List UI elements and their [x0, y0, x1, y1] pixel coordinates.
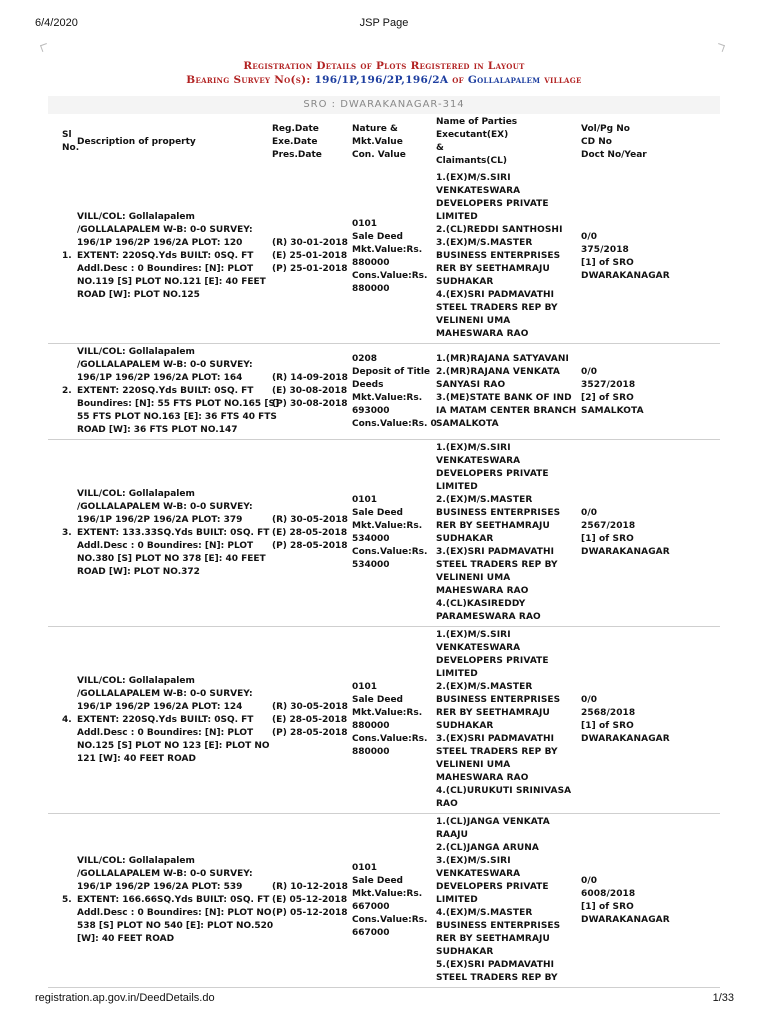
cell-parties-line: LIMITED [436, 895, 478, 905]
cell-nature-value-line: 0101 [352, 862, 378, 873]
cell-dates [269, 814, 349, 988]
cell-serial-no: 3. [48, 440, 74, 627]
cell-vol-doc-line: [2] of SRO [581, 392, 634, 403]
cell-dates-line: (P) 05-12-2018 [272, 908, 348, 918]
cell-dates-line: (R) 14-09-2018 [272, 373, 348, 383]
cell-parties-line: 2.(EX)M/S.MASTER [436, 682, 533, 692]
cell-nature-value-line: 0101 [352, 682, 378, 692]
cell-property-description-line: EXTENT: 166.66SQ.Yds BUILT: 0SQ. FT [77, 895, 270, 905]
cell-parties-line: LIMITED [436, 669, 478, 679]
cell-parties-line: MAHESWARA RAO [436, 329, 529, 339]
cell-property-description-line: /GOLLALAPALEM W-B: 0-0 SURVEY: [77, 360, 253, 370]
cell-parties-line: LIMITED [436, 212, 478, 222]
cell-parties-line: 1.(EX)M/S.SIRI [436, 630, 511, 640]
cell-nature-value [349, 627, 433, 814]
corner-mark-left [40, 43, 49, 52]
cell-parties-line: 3.(ME)STATE BANK OF IND [436, 392, 572, 403]
cell-vol-doc-line: 375/2018 [581, 244, 629, 255]
cell-nature-value-line: 667000 [352, 901, 390, 912]
cell-property-description-line: EXTENT: 220SQ.Yds BUILT: 0SQ. FT [77, 251, 254, 261]
header-line: Description of property [77, 136, 196, 147]
cell-nature-value-line: Mkt.Value:Rs. [352, 392, 423, 403]
subtitle-suffix: village [540, 74, 582, 86]
table-header-row [48, 114, 720, 170]
header-line: Nature & [352, 123, 398, 134]
cell-nature-value-line: 0208 [352, 353, 378, 364]
cell-parties-line: 4.(EX)M/S.MASTER [436, 908, 533, 918]
report-title: Registration Details of Plots Registered in Layout [243, 60, 525, 72]
cell-parties-line: 3.(EX)SRI PADMAVATHI [436, 734, 555, 744]
header-description [74, 114, 269, 170]
cell-nature-value-line: Cons.Value:Rs. [352, 547, 428, 557]
cell-parties-line: VENKATESWARA [436, 643, 521, 653]
cell-vol-doc-line: DWARAKANAGAR [581, 547, 670, 557]
cell-vol-doc-line: [1] of SRO [581, 721, 634, 731]
cell-parties-line: 4.(CL)URUKUTI SRINIVASA [436, 786, 572, 796]
cell-parties [433, 344, 578, 440]
header-line: Reg.Date [272, 123, 319, 134]
cell-parties-line: 4.(EX)SRI PADMAVATHI [436, 290, 555, 300]
cell-parties [433, 170, 578, 344]
cell-nature-value-line: Mkt.Value:Rs. [352, 521, 423, 531]
print-header [0, 17, 768, 31]
cell-nature-value-line: Cons.Value:Rs. 0 [352, 418, 437, 429]
cell-property-description-line: VILL/COL: Gollalapalem [77, 856, 195, 866]
cell-dates [269, 627, 349, 814]
table-row [48, 627, 720, 814]
cell-nature-value-line: 534000 [352, 560, 390, 570]
cell-vol-doc [578, 440, 720, 627]
cell-parties-line: VELINENI UMA [436, 573, 511, 583]
cell-parties-line: RER BY SEETHAMRAJU [436, 934, 550, 944]
cell-parties-line: BUSINESS ENTERPRISES [436, 508, 561, 518]
cell-parties-line: RER BY SEETHAMRAJU [436, 264, 550, 274]
cell-dates-line: (R) 10-12-2018 [272, 882, 348, 892]
cell-parties-line: STEEL TRADERS REP BY [436, 303, 558, 313]
cell-property-description-line: Addl.Desc : 0 Boundires: [N]: PLOT NO [77, 908, 272, 918]
cell-property-description-line: VILL/COL: Gollalapalem [77, 212, 195, 222]
cell-property-description-line: NO.119 [S] PLOT NO.121 [E]: 40 FEET [77, 277, 266, 287]
print-date: 6/4/2020 [35, 17, 78, 29]
cell-parties-line: BUSINESS ENTERPRISES [436, 695, 561, 705]
cell-dates-line: (E) 25-01-2018 [272, 251, 348, 261]
cell-parties-line: MAHESWARA RAO [436, 773, 529, 783]
cell-parties-line: DEVELOPERS PRIVATE [436, 469, 549, 479]
cell-property-description-line: EXTENT: 133.33SQ.Yds BUILT: 0SQ. FT [77, 527, 270, 538]
cell-parties-line: 3.(EX)SRI PADMAVATHI [436, 547, 555, 557]
cell-parties-line: STEEL TRADERS REP BY [436, 973, 558, 983]
cell-property-description-line: 196/1P 196/2P 196/2A PLOT: 379 [77, 514, 243, 525]
cell-vol-doc-line: 6008/2018 [581, 888, 636, 899]
cell-property-description-line: /GOLLALAPALEM W-B: 0-0 SURVEY: [77, 501, 253, 512]
cell-vol-doc-line: 0/0 [581, 366, 598, 377]
cell-nature-value [349, 814, 433, 988]
cell-nature-value [349, 440, 433, 627]
cell-vol-doc-line: DWARAKANAGAR [581, 914, 670, 925]
cell-nature-value-line: Cons.Value:Rs. [352, 734, 428, 744]
cell-dates-line: (P) 25-01-2018 [272, 264, 348, 274]
sro-label: SRO : DWARAKANAGAR-314 [48, 96, 720, 114]
header-line: Con. Value [352, 149, 406, 160]
cell-vol-doc-line: [1] of SRO [581, 901, 634, 912]
cell-nature-value-line: 0101 [352, 495, 378, 505]
cell-nature-value-line: Mkt.Value:Rs. [352, 244, 423, 255]
cell-nature-value-line: 880000 [352, 747, 390, 757]
cell-parties-line: SUDHAKAR [436, 721, 494, 731]
cell-vol-doc-line: 0/0 [581, 231, 598, 242]
cell-parties-line: VENKATESWARA [436, 869, 521, 879]
cell-nature-value-line: Mkt.Value:Rs. [352, 888, 423, 899]
cell-property-description-line: ROAD [W]: 36 FTS PLOT NO.147 [77, 425, 238, 435]
cell-property-description-line: NO.380 [S] PLOT NO 378 [E]: 40 FEET [77, 553, 266, 564]
cell-property-description-line: EXTENT: 220SQ.Yds BUILT: 0SQ. FT [77, 714, 254, 725]
cell-parties-line: SUDHAKAR [436, 277, 494, 287]
header-line: Claimants(CL) [436, 156, 507, 166]
deeds-table [48, 114, 720, 988]
cell-vol-doc-line: 0/0 [581, 875, 598, 886]
cell-dates-line: (R) 30-05-2018 [272, 514, 348, 525]
cell-serial-no: 2. [48, 344, 74, 440]
header-line: Mkt.Value [352, 136, 403, 147]
cell-property-description-line: Addl.Desc : 0 Boundires: [N]: PLOT [77, 727, 254, 738]
cell-property-description-line: /GOLLALAPALEM W-B: 0-0 SURVEY: [77, 869, 253, 879]
village-name: Gollalapalem [467, 74, 541, 86]
header-line: & [436, 143, 444, 153]
cell-property-description-line: Addl.Desc : 0 Boundires: [N]: PLOT [77, 264, 254, 274]
cell-parties-line: DEVELOPERS PRIVATE [436, 199, 549, 209]
cell-serial-no: 4. [48, 627, 74, 814]
cell-parties-line: SANYASI RAO [436, 379, 506, 390]
cell-nature-value-line: 667000 [352, 927, 390, 938]
cell-parties-line: RER BY SEETHAMRAJU [436, 708, 550, 718]
cell-parties-line: STEEL TRADERS REP BY [436, 747, 558, 757]
cell-parties-line: 1.(MR)RAJANA SATYAVANI [436, 353, 569, 364]
cell-property-description-line: [W]: 40 FEET ROAD [77, 934, 175, 944]
cell-property-description-line: 55 FTS PLOT NO.163 [E]: 36 FTS 40 FTS [77, 412, 277, 422]
cell-parties-line: 4.(CL)KASIREDDY [436, 599, 526, 609]
cell-vol-doc-line: [1] of SRO [581, 257, 634, 268]
cell-property-description-line: /GOLLALAPALEM W-B: 0-0 SURVEY: [77, 688, 253, 699]
cell-vol-doc-line: SAMALKOTA [581, 405, 644, 416]
cell-property-description-line: ROAD [W]: PLOT NO.125 [77, 290, 200, 300]
cell-nature-value-line: 880000 [352, 721, 390, 731]
cell-property-description-line: 196/1P 196/2P 196/2A PLOT: 124 [77, 701, 243, 712]
cell-dates [269, 440, 349, 627]
cell-parties-line: 2.(MR)RAJANA VENKATA [436, 366, 560, 377]
cell-property-description-line: Boundires: [N]: 55 FTS PLOT NO.165 [S] [77, 399, 280, 409]
cell-dates-line: (P) 28-05-2018 [272, 540, 348, 551]
cell-parties-line: 1.(EX)M/S.SIRI [436, 173, 511, 183]
cell-vol-doc-line: DWARAKANAGAR [581, 270, 670, 281]
cell-vol-doc-line: 0/0 [581, 508, 598, 518]
cell-property-description-line: 196/1P 196/2P 196/2A PLOT: 164 [77, 373, 243, 383]
corner-mark-right [716, 43, 725, 52]
cell-parties-line: STEEL TRADERS REP BY [436, 560, 558, 570]
cell-parties-line: RAAJU [436, 830, 469, 840]
header-line: CD No [581, 136, 612, 147]
cell-nature-value-line: Mkt.Value:Rs. [352, 708, 423, 718]
cell-vol-doc [578, 344, 720, 440]
cell-dates-line: (E) 28-05-2018 [272, 714, 348, 725]
header-line: Sl [62, 130, 72, 140]
cell-parties-line: 2.(EX)M/S.MASTER [436, 495, 533, 505]
cell-parties-line: VENKATESWARA [436, 456, 521, 466]
cell-parties-line: 1.(CL)JANGA VENKATA [436, 817, 550, 827]
cell-dates-line: (R) 30-05-2018 [272, 701, 348, 712]
report-heading [0, 60, 768, 86]
cell-property-description-line: VILL/COL: Gollalapalem [77, 347, 195, 357]
header-line: Doct No/Year [581, 149, 647, 160]
cell-parties [433, 814, 578, 988]
cell-parties-line: 5.(EX)SRI PADMAVATHI [436, 960, 555, 970]
cell-property-description [74, 440, 269, 627]
header-line: Executant(EX) [436, 130, 509, 140]
cell-dates-line: (E) 05-12-2018 [272, 895, 348, 905]
cell-property-description-line: 196/1P 196/2P 196/2A PLOT: 120 [77, 238, 243, 248]
cell-nature-value-line: Sale Deed [352, 231, 403, 242]
cell-nature-value-line: 693000 [352, 405, 390, 416]
cell-parties-line: PARAMESWARA RAO [436, 612, 541, 622]
cell-parties-line: 2.(CL)JANGA ARUNA [436, 843, 539, 853]
cell-property-description [74, 814, 274, 988]
cell-parties-line: LIMITED [436, 482, 478, 492]
cell-parties-line: RAO [436, 799, 458, 809]
header-parties [433, 114, 578, 170]
cell-nature-value [349, 344, 437, 440]
cell-nature-value-line: Sale Deed [352, 875, 403, 886]
cell-parties-line: IA MATAM CENTER BRANCH [436, 405, 577, 416]
cell-nature-value-line: 880000 [352, 283, 390, 294]
print-title: JSP Page [359, 17, 409, 29]
cell-parties-line: DEVELOPERS PRIVATE [436, 656, 549, 666]
cell-property-description-line: 121 [W]: 40 FEET ROAD [77, 753, 196, 764]
subtitle-of: of [448, 74, 468, 86]
table-row [48, 440, 720, 627]
header-dates [269, 114, 349, 170]
cell-property-description-line: EXTENT: 220SQ.Yds BUILT: 0SQ. FT [77, 386, 254, 396]
cell-parties-line: 2.(CL)REDDI SANTHOSHI [436, 225, 563, 235]
cell-property-description [74, 344, 280, 440]
table-row [48, 814, 720, 988]
cell-dates [269, 344, 349, 440]
cell-nature-value-line: Deposit of Title [352, 366, 431, 377]
cell-parties [433, 627, 578, 814]
print-footer [0, 992, 768, 1006]
cell-property-description-line: ROAD [W]: PLOT NO.372 [77, 566, 200, 577]
header-nature [349, 114, 433, 170]
cell-dates-line: (E) 30-08-2018 [272, 386, 348, 396]
header-line: Pres.Date [272, 149, 322, 160]
header-line: Vol/Pg No [581, 123, 630, 134]
cell-vol-doc [578, 170, 720, 344]
cell-vol-doc-line: DWARAKANAGAR [581, 734, 670, 744]
cell-parties-line: SAMALKOTA [436, 418, 499, 429]
cell-property-description [74, 627, 269, 814]
cell-parties-line: SUDHAKAR [436, 947, 494, 957]
header-line: Name of Parties [436, 117, 518, 127]
table-row [48, 344, 720, 440]
cell-parties-line: 3.(EX)M/S.SIRI [436, 856, 511, 866]
header-sl [48, 114, 80, 170]
subtitle-prefix: Bearing Survey No(s): [186, 74, 315, 86]
cell-nature-value-line: Sale Deed [352, 695, 403, 705]
cell-dates-line: (R) 30-01-2018 [272, 238, 348, 248]
cell-property-description-line: 538 [S] PLOT NO 540 [E]: PLOT NO.520 [77, 921, 274, 931]
page-url: registration.ap.gov.in/DeedDetails.do [35, 992, 215, 1004]
cell-nature-value [349, 170, 433, 344]
cell-property-description-line: /GOLLALAPALEM W-B: 0-0 SURVEY: [77, 225, 253, 235]
header-vol [578, 114, 720, 170]
report-subtitle [0, 74, 768, 86]
cell-vol-doc [578, 627, 720, 814]
cell-nature-value-line: Cons.Value:Rs. [352, 914, 428, 925]
cell-nature-value-line: Cons.Value:Rs. [352, 270, 428, 281]
page-number: 1/33 [712, 992, 734, 1004]
cell-vol-doc-line: 2567/2018 [581, 521, 636, 531]
cell-parties-line: VELINENI UMA [436, 760, 511, 770]
cell-dates-line: (P) 30-08-2018 [272, 399, 348, 409]
cell-parties-line: VENKATESWARA [436, 186, 521, 196]
cell-vol-doc-line: 2568/2018 [581, 708, 636, 718]
cell-vol-doc [578, 814, 720, 988]
cell-parties-line: MAHESWARA RAO [436, 586, 529, 596]
table-row [48, 170, 720, 344]
cell-parties-line: BUSINESS ENTERPRISES [436, 251, 561, 261]
cell-vol-doc-line: [1] of SRO [581, 534, 634, 544]
cell-parties-line: SUDHAKAR [436, 534, 494, 544]
survey-numbers: 196/1P,196/2P,196/2A [314, 74, 449, 86]
cell-dates-line: (E) 28-05-2018 [272, 527, 348, 538]
cell-vol-doc-line: 3527/2018 [581, 379, 636, 390]
cell-nature-value-line: 534000 [352, 534, 390, 544]
cell-parties [433, 440, 578, 627]
cell-dates [269, 170, 349, 344]
cell-parties-line: 1.(EX)M/S.SIRI [436, 443, 511, 453]
cell-parties-line: BUSINESS ENTERPRISES [436, 921, 561, 931]
header-line: Exe.Date [272, 136, 318, 147]
cell-property-description [74, 170, 269, 344]
cell-vol-doc-line: 0/0 [581, 695, 598, 705]
cell-property-description-line: VILL/COL: Gollalapalem [77, 675, 195, 686]
cell-property-description-line: NO.125 [S] PLOT NO 123 [E]: PLOT NO [77, 740, 270, 751]
cell-nature-value-line: 880000 [352, 257, 390, 268]
cell-parties-line: VELINENI UMA [436, 316, 511, 326]
cell-nature-value-line: Sale Deed [352, 508, 403, 518]
cell-parties-line: DEVELOPERS PRIVATE [436, 882, 549, 892]
cell-property-description-line: 196/1P 196/2P 196/2A PLOT: 539 [77, 882, 243, 892]
header-line: No. [62, 143, 80, 153]
cell-nature-value-line: Deeds [352, 379, 384, 390]
cell-parties-line: 3.(EX)M/S.MASTER [436, 238, 533, 248]
cell-dates-line: (P) 28-05-2018 [272, 727, 348, 738]
cell-parties-line: RER BY SEETHAMRAJU [436, 521, 550, 531]
cell-property-description-line: Addl.Desc : 0 Boundires: [N]: PLOT [77, 540, 254, 551]
cell-serial-no: 5. [48, 814, 74, 988]
cell-property-description-line: VILL/COL: Gollalapalem [77, 488, 195, 499]
cell-serial-no: 1. [48, 170, 74, 344]
cell-nature-value-line: 0101 [352, 218, 378, 229]
